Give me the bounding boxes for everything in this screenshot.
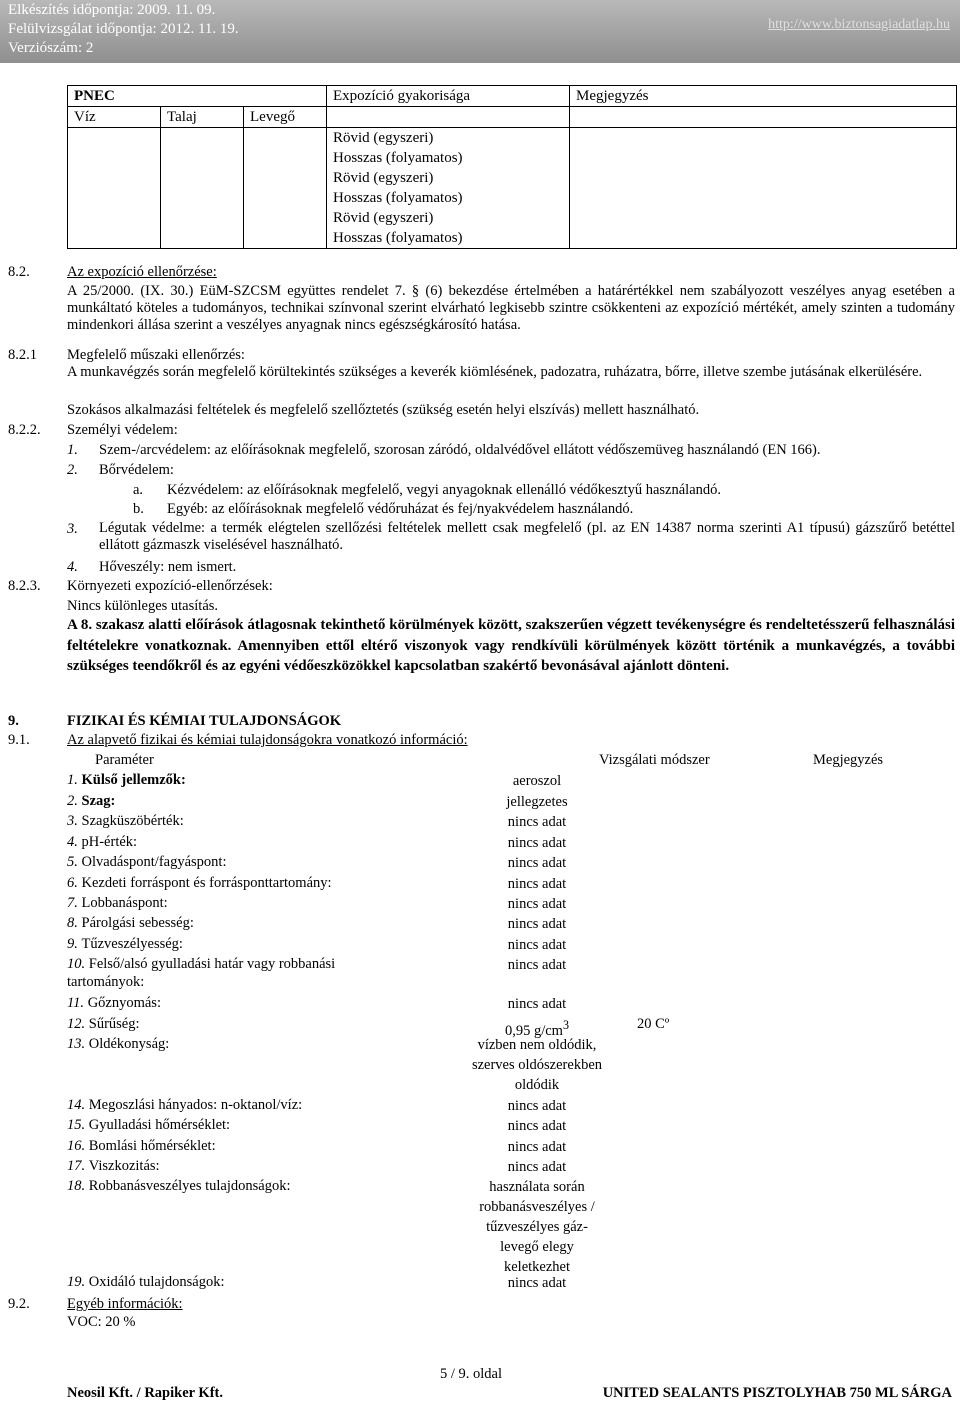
document-header (0, 0, 960, 63)
section-8-2-number: 8.2. (8, 264, 30, 280)
property-name: Sűrűség: (88, 1016, 140, 1032)
property-row (67, 874, 687, 892)
footer-product: UNITED SEALANTS PISZTOLYHAB 750 ML SÁRGA (602, 1385, 952, 1401)
version-number: Verziószám: 2 (8, 40, 94, 56)
property-row (67, 1116, 687, 1134)
section-9-2-number: 9.2. (8, 1296, 30, 1312)
property-number: 1. (67, 772, 82, 788)
property-row (67, 812, 687, 830)
property-name: Párolgási sebesség: (81, 915, 194, 931)
property-name: Oxidáló tulajdonságok: (88, 1274, 225, 1290)
property-name: pH-érték: (81, 834, 138, 850)
property-number: 6. (67, 875, 82, 891)
property-label (67, 914, 194, 932)
section-9-1-number: 9.1. (8, 732, 30, 748)
property-value: nincs adat (507, 937, 567, 953)
property-value: nincs adat (507, 1118, 567, 1134)
pnec-header: PNEC (68, 86, 327, 107)
header-url-link[interactable]: http://www.biztonsagiadatlap.hu (768, 17, 950, 32)
property-number: 11. (67, 995, 88, 1011)
frequency-row: Hosszas (folyamatos) (333, 150, 463, 166)
frequency-row: Rövid (egyszeri) (333, 130, 434, 146)
property-row (67, 935, 687, 953)
property-name: Robbanásveszélyes tulajdonságok: (88, 1178, 291, 1194)
section-8-2-1-title: Megfelelő műszaki ellenőrzés: (67, 347, 245, 363)
section-8-2-3-number: 8.2.3. (8, 578, 41, 594)
section-8-2-1-number: 8.2.1 (8, 347, 37, 363)
property-row (67, 1273, 687, 1291)
note-header: Megjegyzés (570, 86, 957, 107)
property-row (67, 833, 687, 851)
property-number: 5. (67, 854, 82, 870)
item-2b-text: Egyéb: az előírásoknak megfelelő védőruházat és fej/nyakvédelem használandó. (167, 501, 634, 517)
property-number: 9. (67, 936, 82, 952)
item-4-text: Hőveszély: nem ismert. (99, 559, 237, 575)
water-header: Víz (68, 107, 161, 128)
property-note: 20 Cº (637, 1016, 670, 1032)
property-row (67, 1035, 687, 1093)
property-value-superscript: 3 (562, 1018, 570, 1032)
property-value: 0,95 $g/cm^3$ (504, 1018, 570, 1039)
property-value: aeroszol (512, 773, 562, 789)
property-label (67, 833, 137, 851)
property-name: Bomlási hőmérséklet: (88, 1138, 216, 1154)
reviewed-date: Felülvizsgálat időpontja: 2012. 11. 19. (8, 21, 239, 37)
property-value: nincs adat (507, 996, 567, 1012)
property-row (67, 853, 687, 871)
frequency-header: Expozíció gyakorisága (327, 86, 570, 107)
property-number: 2. (67, 793, 82, 809)
column-note: Megjegyzés (813, 752, 884, 768)
footer-company: Neosil Kft. / Rapiker Kft. (67, 1385, 223, 1401)
property-number: 3. (67, 813, 82, 829)
property-value: nincs adat (507, 896, 567, 912)
property-value: nincs adat (507, 814, 567, 830)
section-8-2-1-text2: Szokásos alkalmazási feltételek és megfelelő szellőztetés (szükség esetén helyi elszívás) mellett használható. (67, 402, 700, 418)
property-number: 17. (67, 1158, 89, 1174)
property-name: Tűzveszélyesség: (81, 936, 183, 952)
property-number: 15. (67, 1117, 89, 1133)
property-row (67, 771, 687, 789)
air-header: Levegő (244, 107, 327, 128)
frequency-row: Hosszas (folyamatos) (333, 190, 463, 206)
column-method: Vizsgálati módszer (599, 752, 710, 768)
item-1-text: Szem-/arcvédelem: az előírásoknak megfelelő, szorosan záródó, oldalvédővel ellátott védőszemüveg használandó (EN 166). (99, 442, 821, 458)
item-3-text: Légutak védelme: a termék elégtelen szellőzési feltételek mellett csak megfelelő (pl. az EN 14387 norma szerinti A1 típusú) gázszűrő betéttel ellátott gázmaszk viselésével használható. (99, 520, 955, 553)
property-label (67, 1035, 169, 1053)
page-number: 5 / 9. oldal (440, 1366, 503, 1382)
property-label (67, 771, 186, 789)
property-number: 19. (67, 1274, 89, 1290)
section-8-2-3-title: Környezeti expozíció-ellenőrzések: (67, 578, 273, 594)
property-number: 14. (67, 1097, 89, 1113)
soil-header: Talaj (161, 107, 244, 128)
property-label (67, 1116, 230, 1134)
property-value: nincs adat (507, 855, 567, 871)
property-name: Gyulladási hőmérséklet: (88, 1117, 231, 1133)
section-9-number: 9. (8, 713, 19, 729)
property-value: nincs adat (507, 1098, 567, 1114)
property-name: Kezdeti forráspont és forrásponttartomány: (81, 875, 332, 891)
section-8-2-1-text1: A munkavégzés során megfelelő körültekintés szükséges a keverék kiömlésének, padozatra, ruházatra, bőrre, illetve szembe jutásának elkerülésére. (67, 364, 923, 380)
frequency-list (327, 128, 570, 249)
property-value: jellegzetes (506, 794, 568, 810)
property-row (67, 1137, 687, 1155)
item-4-number: 4. (67, 559, 78, 575)
property-label (67, 812, 184, 830)
frequency-row: Rövid (egyszeri) (333, 170, 434, 186)
property-label (67, 874, 332, 892)
property-number: 8. (67, 915, 82, 931)
property-label (67, 935, 183, 953)
property-value: nincs adat (507, 876, 567, 892)
section-8-2-title: Az expozíció ellenőrzése: (67, 264, 217, 280)
pnec-table (67, 85, 957, 249)
section-8-2-2-number: 8.2.2. (8, 422, 41, 438)
created-date: Elkészítés időpontja: 2009. 11. 09. (8, 2, 216, 18)
property-label (67, 1157, 160, 1175)
frequency-row: Hosszas (folyamatos) (333, 230, 463, 246)
property-number: 18. (67, 1178, 89, 1194)
property-row (67, 914, 687, 932)
property-row (67, 1177, 687, 1275)
property-row (67, 792, 687, 810)
section-8-2-3-bold-text: A 8. szakasz alatti előírások átlagosnak tekinthető körülmények között, szakszerűen végzett tevékenységre és rendeltetésszerű felhasználási feltételekre vonatkoznak. Amennyiben ettől eltérő viszonyok vagy rendkívüli körülmények között történik a munkavégzés, a további szükséges teendőkről és az egyéni védőeszközökkel kapcsolatban szakértő bevonásával ajánlott dönteni. (67, 617, 955, 674)
property-value: nincs adat (507, 957, 567, 973)
property-label (67, 1273, 224, 1291)
section-8-2-text: A 25/2000. (IX. 30.) EüM-SZCSM együttes rendelet 7. § (6) bekezdése értelmében a határértékkel nem szabályozott veszélyes anyag esetében a munkáltató köteles a tudományos, technikai színvonal szerint elvárható legkisebb szintre csökkenteni az expozíció mértékét, amely szinten a tudomány mindenkori állása szerint a veszélyes anyagnak nincs egészségkárosító hatása. (67, 283, 955, 333)
item-3-number: 3. (67, 521, 78, 537)
property-value: nincs adat (507, 1139, 567, 1155)
property-label (67, 1177, 291, 1195)
property-label (67, 955, 335, 991)
voc-value: VOC: 20 % (67, 1314, 136, 1330)
property-value: nincs adat (507, 1159, 567, 1175)
property-label (67, 1096, 302, 1114)
section-8-2-2-title: Személyi védelem: (67, 422, 178, 438)
property-label (67, 853, 226, 871)
item-2b-number: b. (133, 501, 144, 517)
property-name: Olvadáspont/fagyáspont: (81, 854, 227, 870)
property-label (67, 1015, 140, 1033)
property-number: 7. (67, 895, 82, 911)
property-name: Szagküszöbérték: (81, 813, 184, 829)
property-row (67, 1096, 687, 1114)
property-value: használata során robbanásveszélyes / tűzveszélyes gáz-levegő elegy keletkezhet (479, 1179, 595, 1275)
property-name: Megoszlási hányados: n-oktanol/víz: (88, 1097, 303, 1113)
section-9-1-title: Az alapvető fizikai és kémiai tulajdonságokra vonatkozó információ: (67, 732, 468, 748)
property-name: Szag: (81, 793, 116, 809)
frequency-row: Rövid (egyszeri) (333, 210, 434, 226)
property-value: nincs adat (507, 835, 567, 851)
property-number: 4. (67, 834, 82, 850)
property-label (67, 894, 168, 912)
column-parameter: Paraméter (95, 752, 154, 768)
property-name-continued: tartományok: (67, 974, 145, 990)
property-value: nincs adat (507, 1275, 567, 1291)
section-8-2-3-text: Nincs különleges utasítás. (67, 598, 219, 614)
property-row (67, 955, 687, 990)
property-label (67, 994, 161, 1012)
property-row (67, 1015, 687, 1039)
property-value: vízben nem oldódik, szerves oldószerekben oldódik (471, 1037, 603, 1093)
section-9-title: FIZIKAI ÉS KÉMIAI TULAJDONSÁGOK (67, 713, 342, 729)
property-name: Viszkozitás: (88, 1158, 160, 1174)
property-name: Gőznyomás: (87, 995, 161, 1011)
property-name: Felső/alsó gyulladási határ vagy robbanási (88, 956, 336, 972)
item-2-text: Bőrvédelem: (99, 462, 174, 478)
property-row (67, 1157, 687, 1175)
property-label (67, 792, 115, 810)
item-1-number: 1. (67, 442, 78, 458)
property-number: 13. (67, 1036, 89, 1052)
property-number: 16. (67, 1138, 89, 1154)
section-9-2-title: Egyéb információk: (67, 1296, 183, 1312)
property-row (67, 994, 687, 1012)
item-2a-text: Kézvédelem: az előírásoknak megfelelő, vegyi anyagoknak ellenálló védőkesztyű használandó. (167, 482, 722, 498)
property-number: 12. (67, 1016, 89, 1032)
item-2-number: 2. (67, 462, 78, 478)
property-row (67, 894, 687, 912)
property-label (67, 1137, 216, 1155)
item-2a-number: a. (133, 482, 144, 498)
property-name: Oldékonyság: (88, 1036, 170, 1052)
property-name: Külső jellemzők: (81, 772, 186, 788)
property-value: nincs adat (507, 916, 567, 932)
property-number: 10. (67, 956, 89, 972)
property-name: Lobbanáspont: (81, 895, 168, 911)
